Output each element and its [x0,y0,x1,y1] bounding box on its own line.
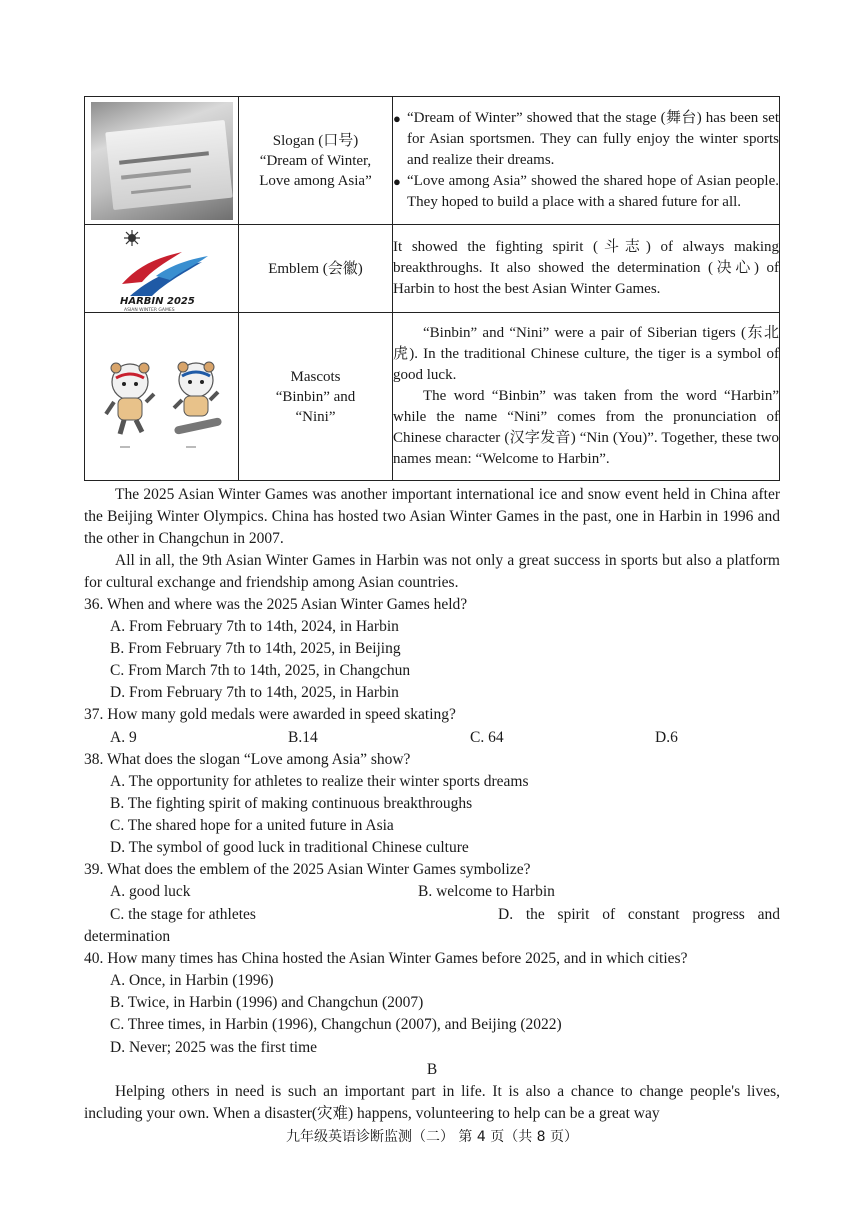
question-40-option: D. Never; 2025 was the first time [110,1039,318,1056]
question-36-stem: 36. When and where was the 2025 Asian Winter Games held? [84,596,468,613]
question-37-option: B.14 [288,729,318,746]
section-b-paragraph: Helping others in need is such an important part in life. It is also a chance to change people's lives, including your own. When a disaster(灾难) happens, volunteering to help can be a great way [84,1083,780,1122]
slogan-photo-cell [85,97,239,225]
table-row-emblem [85,225,780,313]
question-40-option: C. Three times, in Harbin (1996), Changchun (2007), and Beijing (2022) [110,1016,562,1033]
mascots-cell [85,313,239,481]
question-38-stem: 38. What does the slogan “Love among Asia” show? [84,751,411,768]
emblem-name-line: Emblem (会徽) [268,260,363,277]
question-40-option: B. Twice, in Harbin (1996) and Changchun (2007) [110,994,424,1011]
bullet-dot-icon: ● [393,174,401,189]
mascots-paragraph: The word “Binbin” was taken from the word “Harbin” while the name “Nini” comes from the pronunciation of Chinese character (汉字发音) “Nin (You)”. Together, these two names mean: “Welcome to Harbin”. [393,388,779,467]
slogan-bullet: ● “Dream of Winter” showed that the stage (舞台) has been set for Asian sportsmen. They can fully enjoy the winter sports and realize their dreams. [393,108,779,171]
question-40-option: A. Once, in Harbin (1996) [110,972,274,989]
bullet-dot-icon: ● [393,111,401,126]
question-38-option: A. The opportunity for athletes to realize their winter sports dreams [110,773,529,790]
slogan-name-line: “Dream of Winter, [259,152,372,169]
question-40-stem: 40. How many times has China hosted the Asian Winter Games before 2025, and in which cities? [84,950,688,967]
question-37-option: C. 64 [470,729,504,746]
svg-text:ASIAN WINTER GAMES: ASIAN WINTER GAMES [123,307,175,312]
emblem-name-cell [239,225,393,313]
question-39-option: B. welcome to Harbin [418,883,555,900]
emblem-description: It showed the fighting spirit (斗志) of always making breakthroughs. It also showed the determination (决心) of Harbin to host the best Asian Winter Games. [393,239,779,297]
question-36-option: C. From March 7th to 14th, 2025, in Changchun [110,662,411,679]
question-36-option: D. From February 7th to 14th, 2025, in Harbin [110,684,399,701]
nini-mascot-icon [173,362,222,435]
slogan-photo [91,102,233,220]
question-36-option: B. From February 7th to 14th, 2025, in Beijing [110,640,401,657]
slogan-name-cell [239,97,393,225]
question-39-stem: 39. What does the emblem of the 2025 Asian Winter Games symbolize? [84,861,531,878]
question-39-option: D. the spirit of constant progress and [498,906,780,923]
emblem-desc-cell [393,225,780,313]
table-row-slogan [85,97,780,225]
question-37-option: A. 9 [110,729,137,746]
question-37-stem: 37. How many gold medals were awarded in speed skating? [84,706,456,723]
slogan-desc-cell [393,97,780,225]
mascots-name-cell [239,313,393,481]
slogan-name-line: Love among Asia” [259,172,372,189]
mascots-name-line: Mascots [290,368,341,385]
slogan-name-line: Slogan (口号) [272,132,359,149]
question-38-option: D. The symbol of good luck in traditional Chinese culture [110,839,469,856]
binbin-mascot-icon [106,363,154,434]
question-39-option-continued: determination [84,928,171,945]
question-39-option: C. the stage for athletes [110,906,256,923]
question-38-option: C. The shared hope for a united future in Asia [110,817,394,834]
mascots-name-line: “Binbin” and [275,388,356,405]
svg-text:HARBIN 2025: HARBIN 2025 [119,295,195,307]
mascots-image [86,342,238,452]
page-footer: 九年级英语诊断监测（二） 第 4 页（共 8 页） [285,1129,579,1145]
table-row-mascots [85,313,780,481]
passage-paragraph: All in all, the 9th Asian Winter Games in Harbin was not only a great success in sports but also a platform for cultural exchange and friendship among Asian countries. [84,552,780,591]
mascots-desc-cell [393,313,780,481]
section-b-heading: B [426,1061,438,1078]
slogan-bullet: ● “Love among Asia” showed the shared hope of Asian people. They hoped to build a place with a shared future for all. [393,171,779,213]
question-38-option: B. The fighting spirit of making continuous breakthroughs [110,795,473,812]
emblem-cell [85,225,239,313]
question-36-option: A. From February 7th to 14th, 2024, in Harbin [110,618,399,635]
info-table [84,96,780,481]
passage-paragraph: The 2025 Asian Winter Games was another important international ice and snow event held in China after the Beijing Winter Olympics. China has hosted two Asian Winter Games in the past, one in Harbin in 1996 and the other in Changchun in 2007. [84,486,780,547]
mascots-paragraph: “Binbin” and “Nini” were a pair of Siberian tigers (东北虎). In the traditional Chinese culture, the tiger is a symbol of good luck. [393,325,779,383]
question-37-option: D.6 [655,729,678,746]
mascots-name-line: “Nini” [295,408,336,425]
question-39-option: A. good luck [110,883,191,900]
emblem-logo [86,226,238,312]
